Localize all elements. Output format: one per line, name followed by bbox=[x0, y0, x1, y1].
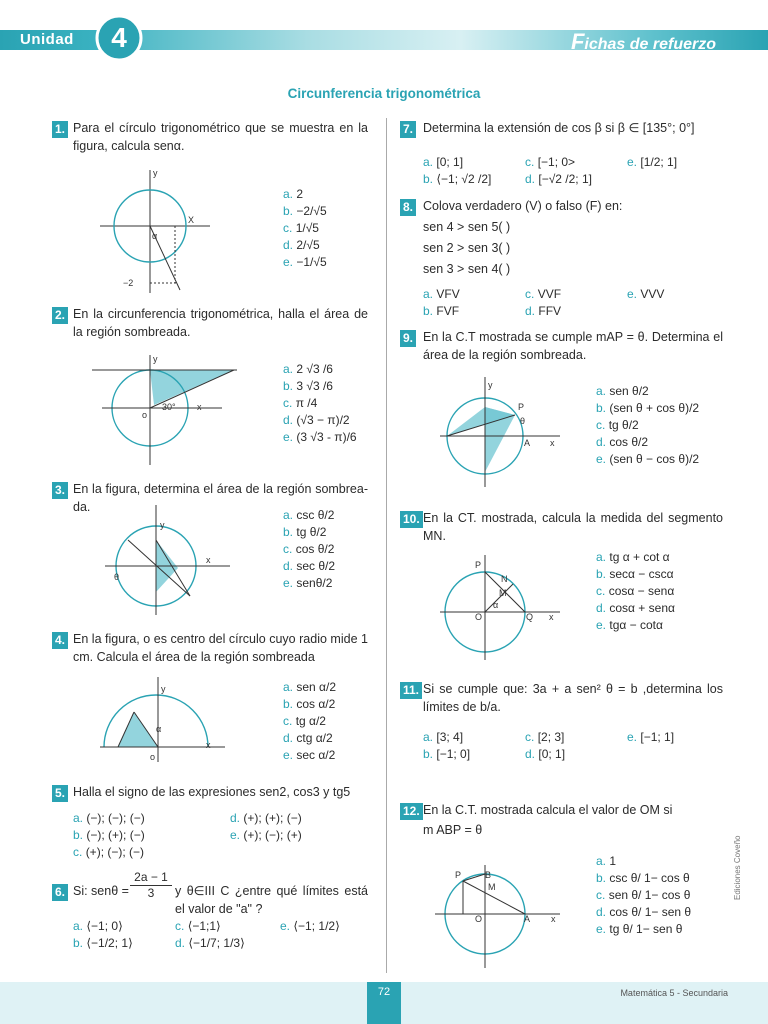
q3-number: 3. bbox=[52, 482, 68, 499]
q4-number: 4. bbox=[52, 632, 68, 649]
q2-figure bbox=[92, 350, 242, 470]
q5-option-c[interactable]: c. (+); (−); (−) bbox=[73, 845, 145, 859]
q1-option-b[interactable]: b. −2/√5 bbox=[283, 204, 327, 218]
q11-text: Si se cumple que: 3a + a sen² θ = b ,determina los límites de b/a. bbox=[423, 682, 723, 714]
unit-number: 4 bbox=[111, 22, 127, 53]
q1-option-c[interactable]: c. 1/√5 bbox=[283, 221, 319, 235]
q2-fig-y: y bbox=[153, 354, 158, 364]
page-header bbox=[0, 0, 768, 62]
q4-option-b[interactable]: b. cos α/2 bbox=[283, 697, 336, 711]
q5-option-d[interactable]: d. (+); (+); (−) bbox=[230, 811, 302, 825]
q7-number: 7. bbox=[400, 121, 416, 138]
q7-text: Determina la extensión de cos β si β ∈ [135°; 0°] bbox=[423, 121, 695, 135]
q11-option-c[interactable]: c. [2; 3] bbox=[525, 730, 565, 744]
q3-option-a[interactable]: a. csc θ/2 bbox=[283, 508, 335, 522]
q3-option-d[interactable]: d. sec θ/2 bbox=[283, 559, 336, 573]
publisher-label: Ediciones Coveño bbox=[733, 835, 742, 900]
page-number: 72 bbox=[367, 982, 401, 1024]
q7-option-a[interactable]: a. [0; 1] bbox=[423, 155, 464, 169]
q12-option-d[interactable]: d. cos θ/ 1− sen θ bbox=[596, 905, 692, 919]
q9-number: 9. bbox=[400, 330, 416, 347]
unit-number-badge bbox=[95, 14, 143, 62]
column-divider bbox=[386, 118, 387, 973]
q12-fig-x: x bbox=[551, 914, 556, 924]
q12-text-b: m ABP = θ bbox=[423, 823, 483, 837]
q6-option-e[interactable]: e. ⟨−1; 1/2⟩ bbox=[280, 919, 340, 933]
q4-option-c[interactable]: c. tg α/2 bbox=[283, 714, 326, 728]
q8-option-b[interactable]: b. FVF bbox=[423, 304, 460, 318]
q5-option-b[interactable]: b. (−); (+); (−) bbox=[73, 828, 145, 842]
q10-fig-alpha: α bbox=[493, 600, 499, 610]
q1-text: Para el círculo trigonométrico que se muestra en la figura, calcula senα. bbox=[73, 121, 368, 153]
q5-option-e[interactable]: e. (+); (−); (+) bbox=[230, 828, 302, 842]
q8-line-3: sen 3 > sen 4( ) bbox=[423, 262, 511, 276]
q11-option-a[interactable]: a. [3; 4] bbox=[423, 730, 464, 744]
q6-text-a: Si: senθ = bbox=[73, 884, 129, 898]
q2-fig-x: x bbox=[197, 402, 202, 412]
q3-text: En la figura, determina el área de la región sombrea-da. bbox=[73, 482, 368, 514]
unit-label: Unidad bbox=[20, 31, 74, 48]
q7-option-b[interactable]: b. ⟨−1; √2 /2] bbox=[423, 172, 492, 186]
q4-option-a[interactable]: a. sen α/2 bbox=[283, 680, 336, 694]
q8-option-d[interactable]: d. FFV bbox=[525, 304, 562, 318]
q2-option-d[interactable]: d. (√3 − π)/2 bbox=[283, 413, 350, 427]
q10-text: En la CT. mostrada, calcula la medida del segmento MN. bbox=[423, 511, 723, 543]
q10-fig-p: P bbox=[475, 560, 482, 570]
q3-option-e[interactable]: e. senθ/2 bbox=[283, 576, 333, 590]
q1-option-a[interactable]: a. 2 bbox=[283, 187, 304, 201]
q9-option-b[interactable]: b. (sen θ + cos θ)/2 bbox=[596, 401, 700, 415]
q10-option-a[interactable]: a. tg α + cot α bbox=[596, 550, 670, 564]
q10-figure bbox=[435, 550, 565, 665]
q2-text: En la circunferencia trigonométrica, halla el área de la región sombreada. bbox=[73, 307, 368, 339]
q9-option-d[interactable]: d. cos θ/2 bbox=[596, 435, 649, 449]
q6-frac-num: 2a − 1 bbox=[130, 870, 172, 886]
q8-option-c[interactable]: c. VVF bbox=[525, 287, 562, 301]
q8-line-2: sen 2 > sen 3( ) bbox=[423, 241, 511, 255]
q8-text: Colova verdadero (V) o falso (F) en: bbox=[423, 199, 623, 213]
q9-fig-x: x bbox=[550, 438, 555, 448]
q11-option-b[interactable]: b. [−1; 0] bbox=[423, 747, 471, 761]
q12-text-a: En la C.T. mostrada calcula el valor de OM si bbox=[423, 803, 673, 817]
q12-fig-o: O bbox=[475, 914, 483, 924]
q2-option-b[interactable]: b. 3 √3 /6 bbox=[283, 379, 333, 393]
q6-frac-den: 3 bbox=[147, 886, 155, 900]
q10-option-e[interactable]: e. tgα − cotα bbox=[596, 618, 663, 632]
q1-option-d[interactable]: d. 2/√5 bbox=[283, 238, 320, 252]
q3-option-b[interactable]: b. tg θ/2 bbox=[283, 525, 327, 539]
q9-figure bbox=[435, 372, 565, 492]
q3-fig-x: x bbox=[206, 555, 211, 565]
q10-fig-o: O bbox=[475, 612, 483, 622]
section-title-rest: ichas de refuerzo bbox=[584, 36, 716, 53]
q3-figure bbox=[100, 500, 235, 620]
q7-option-d[interactable]: d. [−√2 /2; 1] bbox=[525, 172, 592, 186]
q12-option-b[interactable]: b. csc θ/ 1− cos θ bbox=[596, 871, 690, 885]
q12-option-a[interactable]: a. 1 bbox=[596, 854, 617, 868]
q2-fig-angle: 30° bbox=[162, 402, 176, 412]
q7-option-c[interactable]: c. [−1; 0> bbox=[525, 155, 576, 169]
q11-option-e[interactable]: e. [−1; 1] bbox=[627, 730, 675, 744]
q12-number: 12. bbox=[400, 803, 423, 820]
q6-option-d[interactable]: d. ⟨−1/7; 1/3⟩ bbox=[175, 936, 245, 950]
q12-fig-m: M bbox=[488, 882, 496, 892]
q10-fig-m: M bbox=[499, 588, 507, 598]
q1-number: 1. bbox=[52, 121, 68, 138]
q4-fig-x: x bbox=[206, 740, 211, 750]
q8-number: 8. bbox=[400, 199, 416, 216]
q5-text: Halla el signo de las expresiones sen2, cos3 y tg5 bbox=[73, 785, 351, 799]
q12-fig-b: B bbox=[485, 870, 492, 880]
q1-figure bbox=[95, 165, 215, 300]
q12-fig-p: P bbox=[455, 870, 462, 880]
section-title bbox=[571, 29, 716, 55]
q9-option-e[interactable]: e. (sen θ − cos θ)/2 bbox=[596, 452, 700, 466]
q12-figure bbox=[415, 860, 565, 972]
q8-option-a[interactable]: a. VFV bbox=[423, 287, 460, 301]
book-title: Matemática 5 - Secundaria bbox=[620, 988, 728, 998]
q1-fig-y: y bbox=[153, 168, 158, 178]
q9-fig-a: A bbox=[524, 438, 531, 448]
q8-line-1: sen 4 > sen 5( ) bbox=[423, 220, 511, 234]
q6-fraction bbox=[130, 870, 172, 901]
q12-fig-a: A bbox=[524, 914, 531, 924]
q2-fig-o: o bbox=[142, 410, 148, 420]
q4-option-d[interactable]: d. ctg α/2 bbox=[283, 731, 333, 745]
q1-fig-alpha: α bbox=[152, 231, 158, 241]
q2-option-a[interactable]: a. 2 √3 /6 bbox=[283, 362, 333, 376]
q2-option-e[interactable]: e. (3 √3 - π)/6 bbox=[283, 430, 357, 444]
q1-fig-minus2: −2 bbox=[123, 278, 134, 288]
q9-fig-p: P bbox=[518, 402, 525, 412]
q5-option-a[interactable]: a. (−); (−); (−) bbox=[73, 811, 145, 825]
q3-option-c[interactable]: c. cos θ/2 bbox=[283, 542, 335, 556]
q6-text-b: y θ∈III C ¿entre qué límites está el valor de "a" ? bbox=[175, 884, 368, 916]
q3-fig-theta: θ bbox=[114, 572, 120, 582]
q9-option-a[interactable]: a. sen θ/2 bbox=[596, 384, 649, 398]
q5-number: 5. bbox=[52, 785, 68, 802]
q2-number: 2. bbox=[52, 307, 68, 324]
q11-number: 11. bbox=[400, 682, 422, 699]
q10-option-b[interactable]: b. secα − cscα bbox=[596, 567, 674, 581]
q3-fig-y: y bbox=[160, 520, 165, 530]
page-title: Circunferencia trigonométrica bbox=[287, 86, 481, 101]
q8-option-e[interactable]: e. VVV bbox=[627, 287, 665, 301]
q12-option-e[interactable]: e. tg θ/ 1− sen θ bbox=[596, 922, 683, 936]
q11-option-d[interactable]: d. [0; 1] bbox=[525, 747, 566, 761]
q4-option-e[interactable]: e. sec α/2 bbox=[283, 748, 336, 762]
q1-fig-x: X bbox=[188, 215, 195, 225]
q4-fig-o: o bbox=[150, 752, 156, 762]
q9-fig-y: y bbox=[488, 380, 493, 390]
q4-figure bbox=[100, 672, 230, 767]
section-title-initial: F bbox=[570, 29, 585, 54]
q9-option-c[interactable]: c. tg θ/2 bbox=[596, 418, 639, 432]
q9-text: En la C.T mostrada se cumple mAP = θ. Determina el área de la región sombreada. bbox=[423, 330, 723, 362]
q6-number: 6. bbox=[52, 884, 68, 901]
q1-option-e[interactable]: e. −1/√5 bbox=[283, 255, 327, 269]
q6-option-b[interactable]: b. ⟨−1/2; 1⟩ bbox=[73, 936, 133, 950]
q10-option-c[interactable]: c. cosα − senα bbox=[596, 584, 675, 598]
q10-fig-q: Q bbox=[526, 612, 534, 622]
q10-fig-x: x bbox=[549, 612, 554, 622]
q10-number: 10. bbox=[400, 511, 423, 528]
q9-fig-theta: θ bbox=[520, 416, 526, 426]
q12-option-c[interactable]: c. sen θ/ 1− cos θ bbox=[596, 888, 691, 902]
q6-option-a[interactable]: a. ⟨−1; 0⟩ bbox=[73, 919, 123, 933]
q4-fig-alpha: α bbox=[156, 724, 162, 734]
q10-fig-n: N bbox=[501, 574, 508, 584]
q4-fig-y: y bbox=[161, 684, 166, 694]
q4-text: En la figura, o es centro del círculo cuyo radio mide 1 cm. Calcula el área de la región sombreada bbox=[73, 632, 368, 664]
q6-option-c[interactable]: c. ⟨−1;1⟩ bbox=[175, 919, 221, 933]
q7-option-e[interactable]: e. [1/2; 1] bbox=[627, 155, 678, 169]
q10-option-d[interactable]: d. cosα + senα bbox=[596, 601, 675, 615]
q2-option-c[interactable]: c. π /4 bbox=[283, 396, 318, 410]
